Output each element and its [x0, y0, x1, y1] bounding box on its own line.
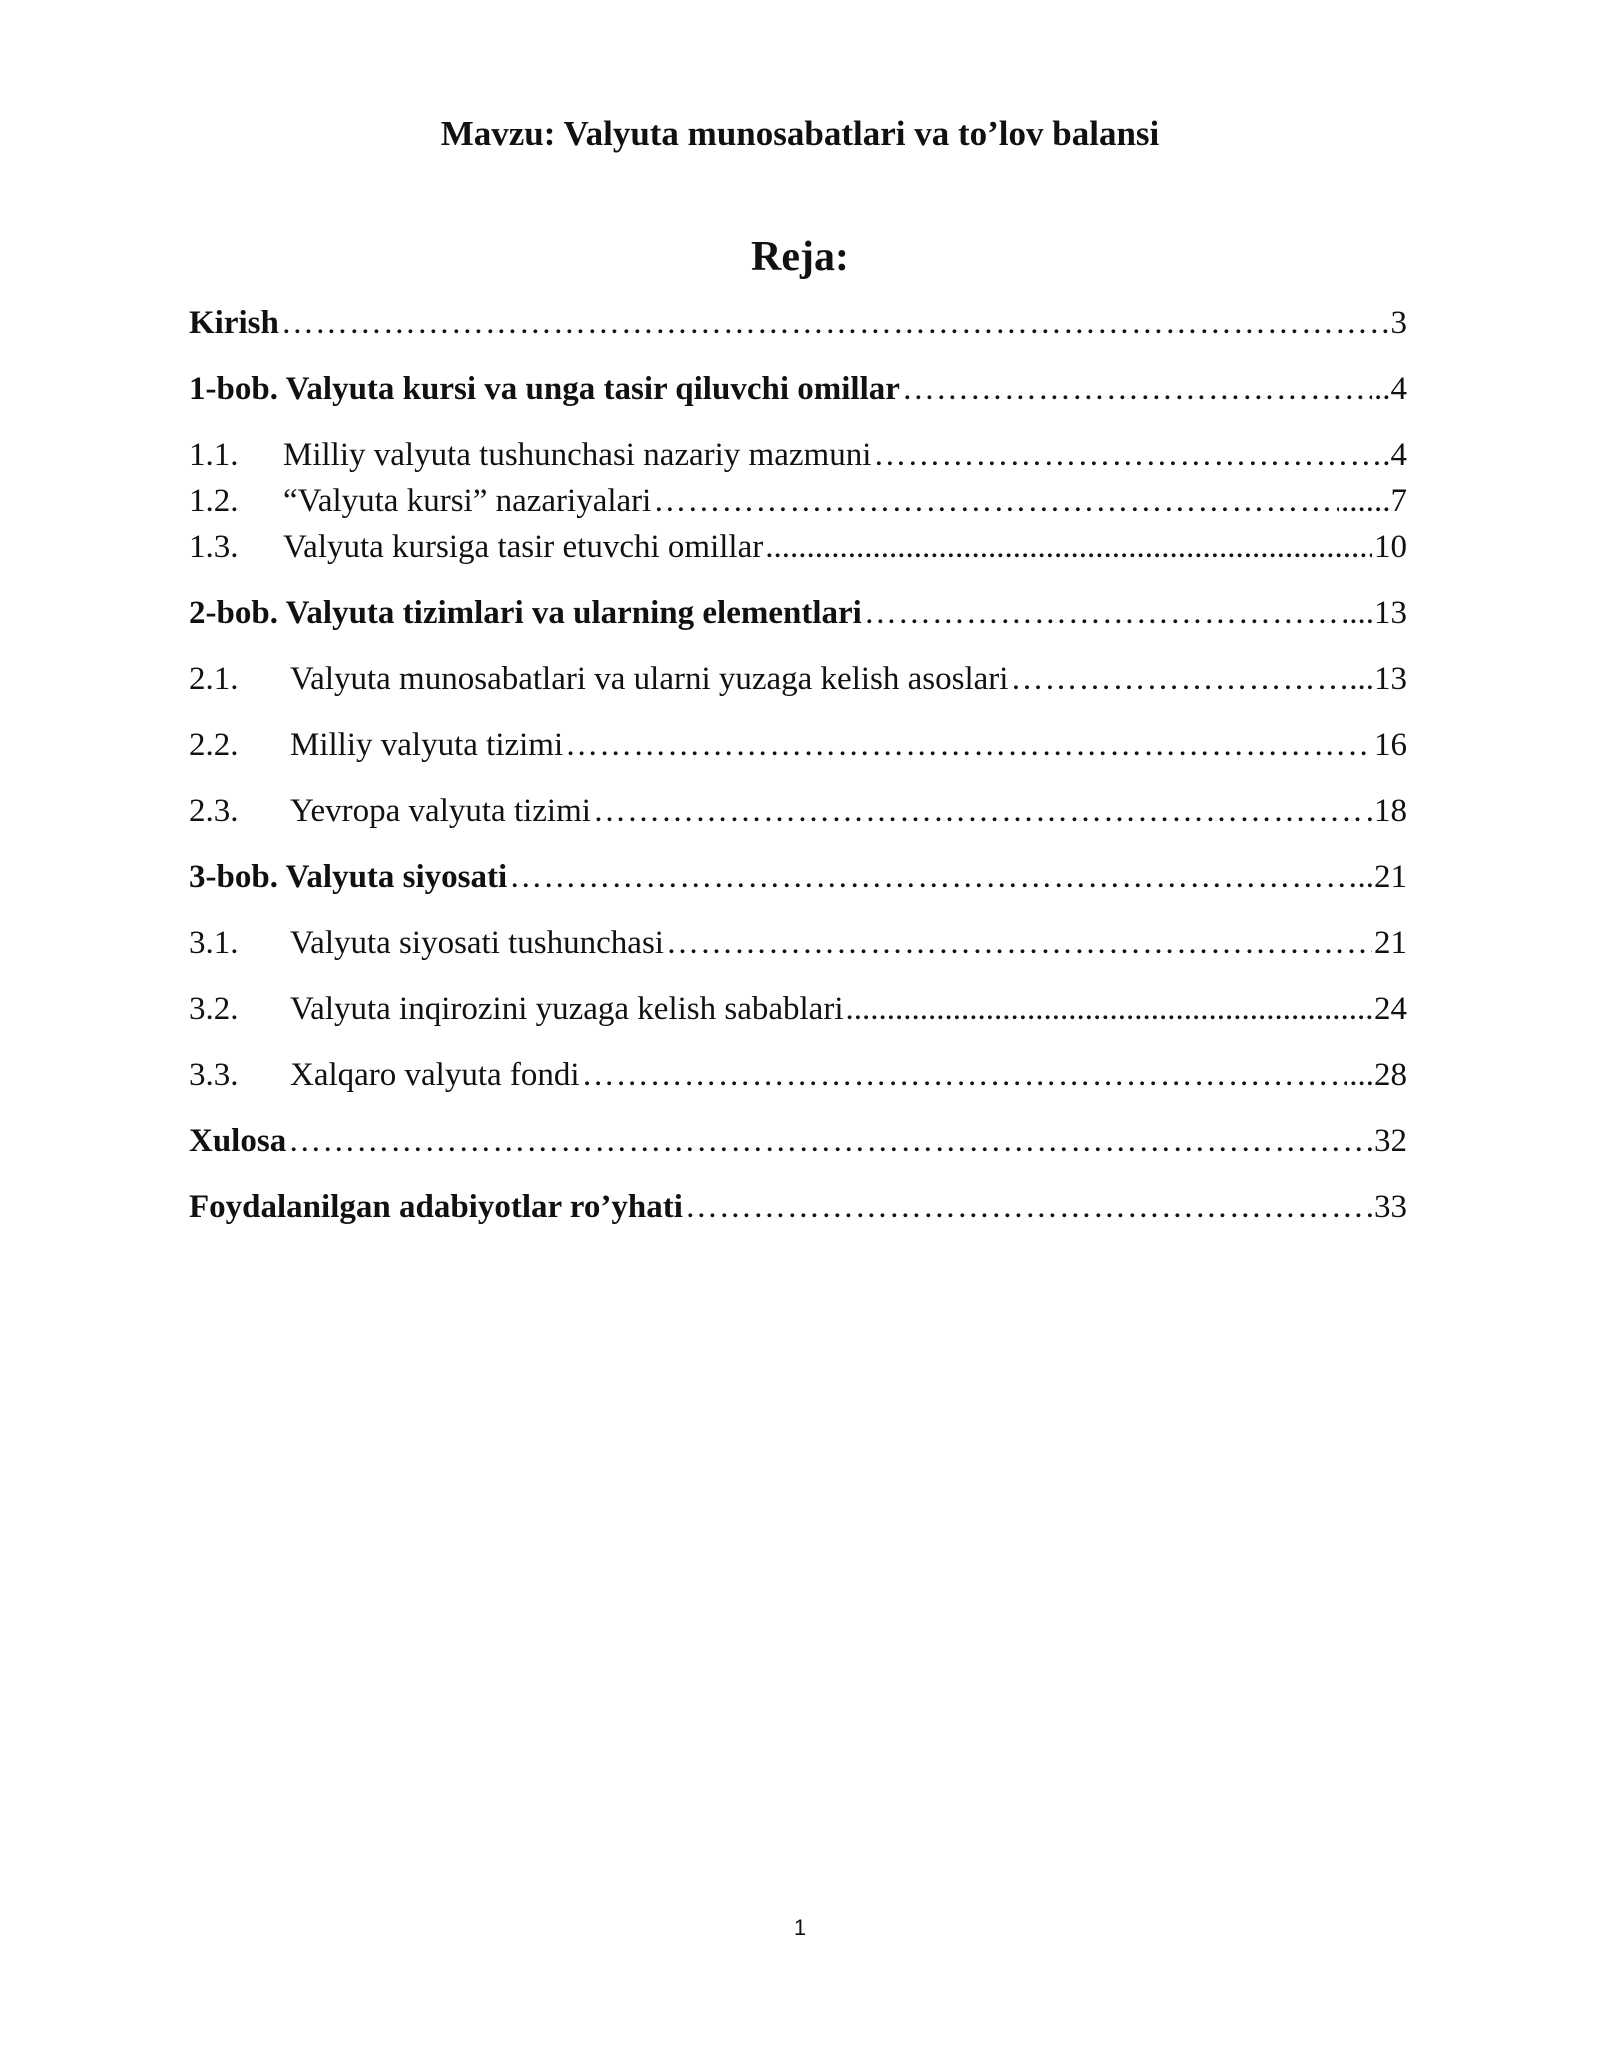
toc-entry-text: Kirish	[189, 305, 279, 341]
toc-entry-number: 3.3.	[189, 1057, 239, 1093]
toc-entry-text: Valyuta siyosati tushunchasi	[290, 925, 664, 961]
toc-entry-number: 1.1.	[189, 437, 239, 473]
toc-leader-dots	[288, 1120, 1364, 1162]
toc-leader-dots	[582, 1054, 1348, 1096]
plan-heading: Reja:	[751, 234, 849, 280]
toc-entry-number: 3.1.	[189, 925, 239, 961]
toc-leader-dots	[864, 592, 1347, 634]
toc-entry-references	[189, 1186, 1407, 1228]
toc-leader-dots	[846, 988, 1373, 1030]
toc-leader-dots	[1010, 658, 1347, 700]
toc-leader-dots	[593, 790, 1364, 832]
toc-page-number: .33	[1365, 1189, 1407, 1225]
toc-entry-number: 2.2.	[189, 727, 239, 763]
toc-entry-3-1	[189, 922, 1407, 964]
toc-entry-text: Foydalanilgan adabiyotlar ro’yhati	[189, 1189, 683, 1225]
toc-leader-dots	[509, 856, 1355, 898]
toc-entry-text: Milliy valyuta tushunchasi nazariy mazmuni	[283, 437, 872, 473]
toc-entry-text: Valyuta munosabatlari va ularni yuzaga kelish asoslari	[290, 661, 1009, 697]
toc-entry-text: Valyuta inqirozini yuzaga kelish sabablari	[290, 991, 844, 1027]
page-number: 1	[793, 1915, 807, 1940]
toc-page-number: 16	[1374, 727, 1407, 763]
toc-leader-dots	[653, 480, 1339, 522]
topic-title: Mavzu: Valyuta munosabatlari va to’lov balansi	[440, 114, 1160, 153]
toc-entry-2-1	[189, 658, 1407, 700]
toc-entry-number: 2.3.	[189, 793, 239, 829]
toc-entry-text: Xulosa	[189, 1123, 287, 1159]
toc-leader-dots	[873, 434, 1380, 476]
toc-leader-dots	[765, 526, 1372, 568]
toc-page-number: 21	[1374, 925, 1407, 961]
toc-page-number: ..4	[1374, 371, 1407, 407]
toc-entry-number: 2.1.	[189, 661, 239, 697]
toc-entry-number: 1.2.	[189, 483, 239, 519]
toc-entry-number: 1.3.	[189, 529, 239, 565]
toc-page-number: 24	[1374, 991, 1407, 1027]
toc-entry-3-3	[189, 1054, 1407, 1096]
toc-entry-2-2	[189, 724, 1407, 766]
toc-leader-dots	[281, 302, 1389, 344]
toc-page-number: ..21	[1357, 859, 1407, 895]
toc-leader-dots	[685, 1186, 1364, 1228]
toc-entry-1-3	[189, 526, 1407, 568]
toc-page-number: .18	[1365, 793, 1407, 829]
toc-page-number: .32	[1365, 1123, 1407, 1159]
toc-page-number: ...13	[1349, 661, 1407, 697]
toc-entry-2-3	[189, 790, 1407, 832]
toc-entry-text: 2-bob. Valyuta tizimlari va ularning elementlari	[189, 595, 862, 631]
toc-entry-1-2	[189, 480, 1407, 522]
toc-page-number: 3	[1390, 305, 1407, 341]
toc-entry-chapter-1	[189, 368, 1407, 410]
toc-entry-text: Xalqaro valyuta fondi	[290, 1057, 580, 1093]
toc-entry-conclusion	[189, 1120, 1407, 1162]
toc-entry-introduction	[189, 302, 1407, 344]
toc-page-number: ......7	[1341, 483, 1407, 519]
toc-entry-chapter-2	[189, 592, 1407, 634]
toc-entry-1-1	[189, 434, 1407, 476]
toc-entry-number: 3.2.	[189, 991, 239, 1027]
toc-page-number: ...28	[1349, 1057, 1407, 1093]
toc-entry-text: “Valyuta kursi” nazariyalari	[283, 483, 652, 519]
toc-entry-text: Milliy valyuta tizimi	[290, 727, 564, 763]
toc-entry-text: Yevropa valyuta tizimi	[290, 793, 591, 829]
toc-entry-text: Valyuta kursiga tasir etuvchi omillar	[283, 529, 764, 565]
toc-page-number: 10	[1374, 529, 1407, 565]
toc-entry-text: 1-bob. Valyuta kursi va unga tasir qiluvchi omillar	[189, 371, 900, 407]
toc-entry-chapter-3	[189, 856, 1407, 898]
toc-page-number: .4	[1382, 437, 1407, 473]
toc-leader-dots	[565, 724, 1372, 766]
toc-leader-dots	[666, 922, 1372, 964]
toc-page-number: ...13	[1349, 595, 1407, 631]
toc-entry-3-2	[189, 988, 1407, 1030]
toc-leader-dots	[902, 368, 1372, 410]
toc-entry-text: 3-bob. Valyuta siyosati	[189, 859, 508, 895]
